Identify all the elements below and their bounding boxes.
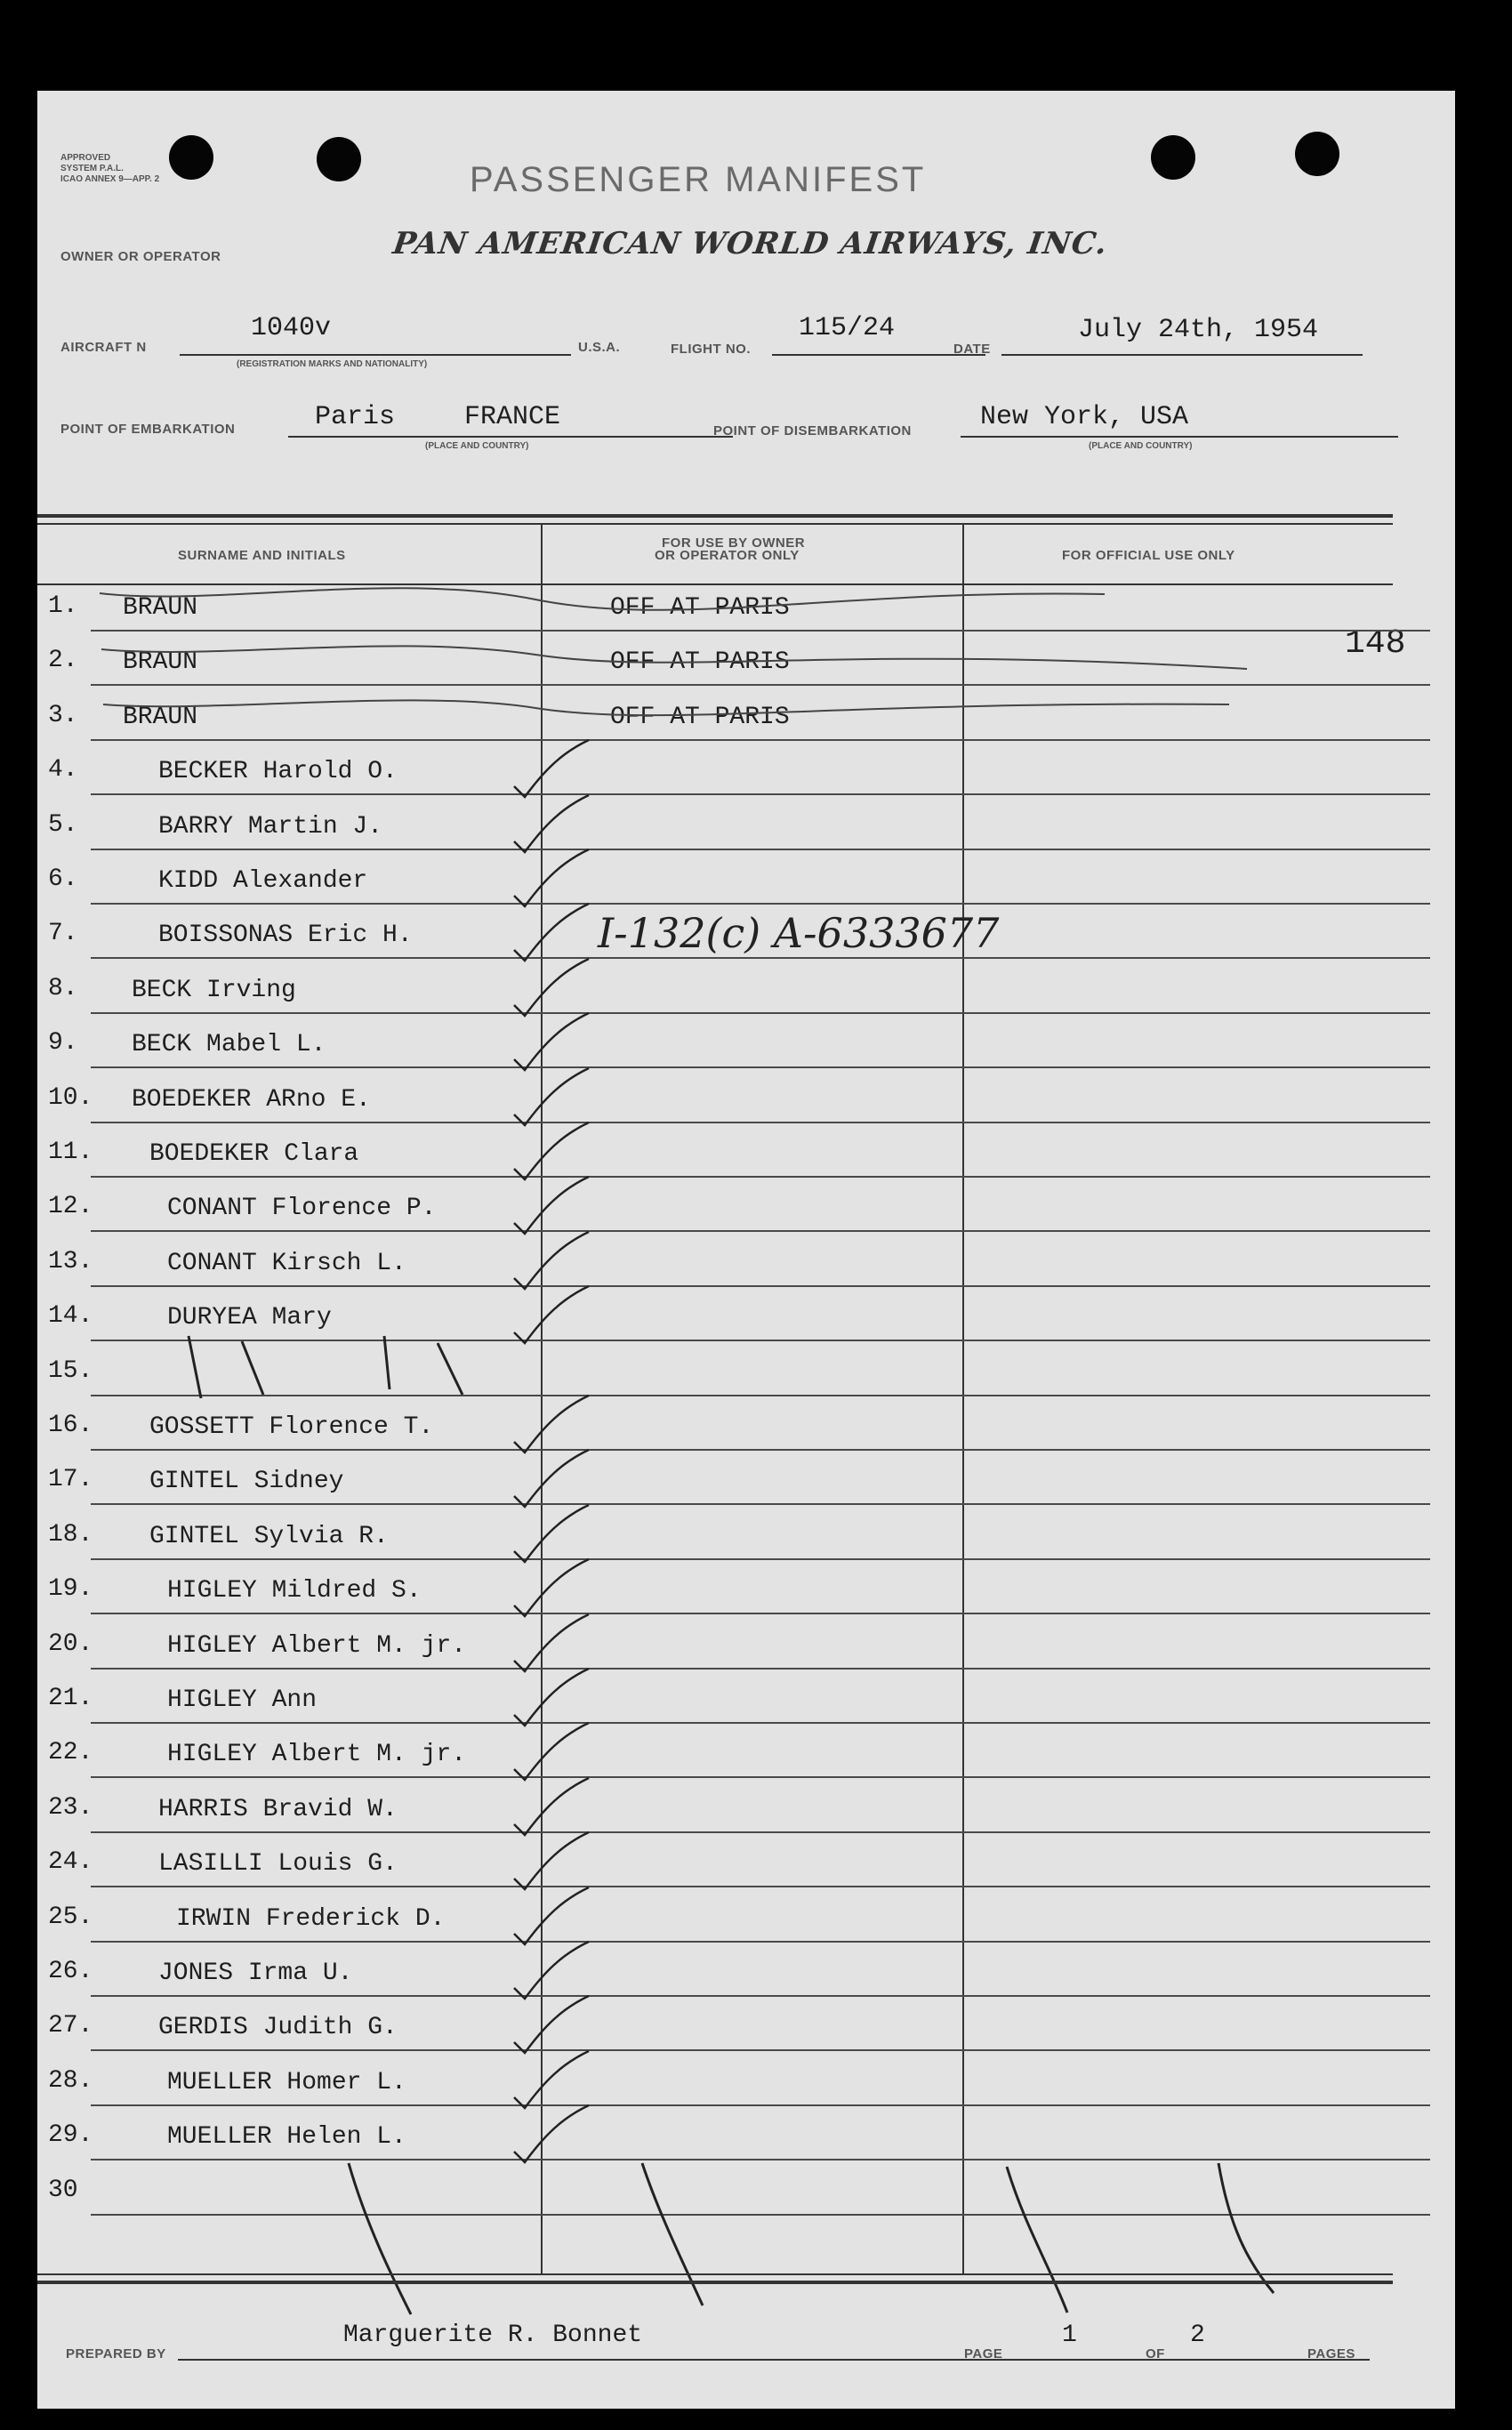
passenger-name: BRAUN bbox=[123, 704, 198, 731]
row-number: 11. bbox=[48, 1139, 93, 1166]
column-header-owner-2: OR OPERATOR ONLY bbox=[655, 548, 800, 563]
row-number: 26. bbox=[48, 1958, 93, 1985]
row-number: 9. bbox=[48, 1029, 78, 1057]
embark-place-caption: (PLACE AND COUNTRY) bbox=[425, 441, 529, 451]
passenger-name: JONES Irma U. bbox=[158, 1959, 353, 1987]
date-value: July 24th, 1954 bbox=[1078, 315, 1319, 345]
owner-operator-label: OWNER OR OPERATOR bbox=[60, 249, 221, 264]
owner-note: OFF AT PARIS bbox=[610, 648, 790, 676]
disembark-place-caption: (PLACE AND COUNTRY) bbox=[1089, 441, 1193, 451]
passenger-name: HIGLEY Mildred S. bbox=[167, 1577, 422, 1605]
passenger-name: BECKER Harold O. bbox=[158, 758, 398, 785]
row-number: 19. bbox=[48, 1575, 93, 1603]
prepared-by-label: PREPARED BY bbox=[66, 2346, 166, 2362]
manifest-sheet bbox=[37, 91, 1455, 2409]
page-label: PAGE bbox=[964, 2346, 1003, 2362]
row-number: 20. bbox=[48, 1630, 93, 1658]
passenger-name: GERDIS Judith G. bbox=[158, 2014, 398, 2041]
row-number: 8. bbox=[48, 975, 78, 1002]
column-header-owner-1: FOR USE BY OWNER bbox=[662, 535, 806, 551]
row-number: 12. bbox=[48, 1193, 93, 1220]
row-number: 10. bbox=[48, 1084, 93, 1112]
column-header-surname: SURNAME AND INITIALS bbox=[178, 548, 346, 563]
passenger-name: GINTEL Sidney bbox=[149, 1468, 344, 1495]
passenger-name: CONANT Kirsch L. bbox=[167, 1250, 406, 1277]
passenger-name: BRAUN bbox=[123, 594, 198, 622]
flight-no-label: FLIGHT NO. bbox=[671, 342, 751, 357]
registration-caption: (REGISTRATION MARKS AND NATIONALITY) bbox=[237, 359, 428, 369]
row-number: 28. bbox=[48, 2067, 93, 2095]
date-label: DATE bbox=[953, 342, 991, 357]
passenger-name: IRWIN Frederick D. bbox=[176, 1905, 446, 1933]
passenger-name: KIDD Alexander bbox=[158, 867, 368, 895]
row-number: 14. bbox=[48, 1302, 93, 1330]
row-number: 4. bbox=[48, 756, 78, 784]
passenger-name: HARRIS Bravid W. bbox=[158, 1796, 398, 1823]
passenger-name: DURYEA Mary bbox=[167, 1304, 332, 1332]
row-number: 1. bbox=[48, 592, 78, 620]
table-bottom-rule-1 bbox=[37, 2273, 1393, 2275]
system-label: SYSTEM P.A.L. bbox=[60, 164, 124, 173]
owner-note: OFF AT PARIS bbox=[610, 704, 790, 731]
passenger-name: BOISSONAS Eric H. bbox=[158, 921, 413, 949]
airline-name: PAN AMERICAN WORLD AIRWAYS, INC. bbox=[390, 226, 1110, 262]
embarkation-city: Paris bbox=[315, 402, 396, 432]
page-title: PASSENGER MANIFEST bbox=[470, 160, 927, 199]
passenger-name: HIGLEY Albert M. jr. bbox=[167, 1741, 467, 1768]
prepared-by-value: Marguerite R. Bonnet bbox=[343, 2321, 643, 2349]
strike-lines bbox=[37, 91, 1455, 2409]
row-number: 15. bbox=[48, 1357, 93, 1385]
row-number: 22. bbox=[48, 1739, 93, 1766]
passenger-name: CONANT Florence P. bbox=[167, 1195, 437, 1222]
passenger-name: BOEDEKER ARno E. bbox=[132, 1086, 371, 1114]
passenger-name: LASILLI Louis G. bbox=[158, 1850, 398, 1878]
passenger-name: MUELLER Helen L. bbox=[167, 2123, 406, 2151]
row-number: 18. bbox=[48, 1521, 93, 1549]
handwritten-visa-note: I-132(c) A-6333677 bbox=[598, 909, 1000, 957]
page-number: 1 bbox=[1062, 2321, 1077, 2349]
aircraft-value: 1040v bbox=[251, 313, 332, 343]
embarkation-label: POINT OF EMBARKATION bbox=[60, 422, 236, 437]
approved-label: APPROVED bbox=[60, 153, 111, 163]
aircraft-label: AIRCRAFT N bbox=[60, 340, 147, 355]
passenger-name: BECK Mabel L. bbox=[132, 1031, 326, 1058]
total-pages: 2 bbox=[1190, 2321, 1205, 2349]
row-number: 24. bbox=[48, 1848, 93, 1876]
passenger-name: BECK Irving bbox=[132, 977, 296, 1004]
row-number: 29. bbox=[48, 2121, 93, 2149]
row-number: 25. bbox=[48, 1903, 93, 1931]
row-number: 3. bbox=[48, 702, 78, 729]
disembarkation-value: New York, USA bbox=[980, 402, 1189, 432]
row-number: 2. bbox=[48, 647, 78, 674]
pages-label: PAGES bbox=[1307, 2346, 1355, 2362]
row-number: 7. bbox=[48, 920, 78, 947]
passenger-name: HIGLEY Albert M. jr. bbox=[167, 1632, 467, 1660]
row-number: 21. bbox=[48, 1685, 93, 1712]
row-number: 5. bbox=[48, 811, 78, 839]
table-bottom-rule-2 bbox=[37, 2281, 1393, 2284]
passenger-name: BRAUN bbox=[123, 648, 198, 676]
column-header-official: FOR OFFICIAL USE ONLY bbox=[1062, 548, 1235, 563]
owner-note: OFF AT PARIS bbox=[610, 594, 790, 622]
disembarkation-label: POINT OF DISEMBARKATION bbox=[713, 423, 912, 439]
passenger-name: BOEDEKER Clara bbox=[149, 1140, 359, 1168]
row-number: 17. bbox=[48, 1466, 93, 1493]
row-number: 13. bbox=[48, 1248, 93, 1275]
margin-number: 148 bbox=[1345, 624, 1406, 663]
usa-label: U.S.A. bbox=[578, 340, 621, 355]
passenger-name: MUELLER Homer L. bbox=[167, 2069, 406, 2096]
embarkation-country: FRANCE bbox=[464, 402, 561, 432]
row-number: 30 bbox=[48, 2177, 78, 2204]
row-number: 16. bbox=[48, 1412, 93, 1439]
passenger-name: HIGLEY Ann bbox=[167, 1686, 318, 1714]
row-number: 27. bbox=[48, 2012, 93, 2040]
flight-no-value: 115/24 bbox=[799, 313, 896, 343]
row-number: 23. bbox=[48, 1794, 93, 1822]
passenger-name: GOSSETT Florence T. bbox=[149, 1413, 434, 1441]
of-label: OF bbox=[1146, 2346, 1165, 2362]
row-number: 6. bbox=[48, 865, 78, 893]
annex-label: ICAO ANNEX 9—APP. 2 bbox=[60, 174, 160, 184]
passenger-name: GINTEL Sylvia R. bbox=[149, 1523, 389, 1550]
passenger-name: BARRY Martin J. bbox=[158, 813, 383, 841]
prepared-underline bbox=[178, 2359, 1370, 2361]
